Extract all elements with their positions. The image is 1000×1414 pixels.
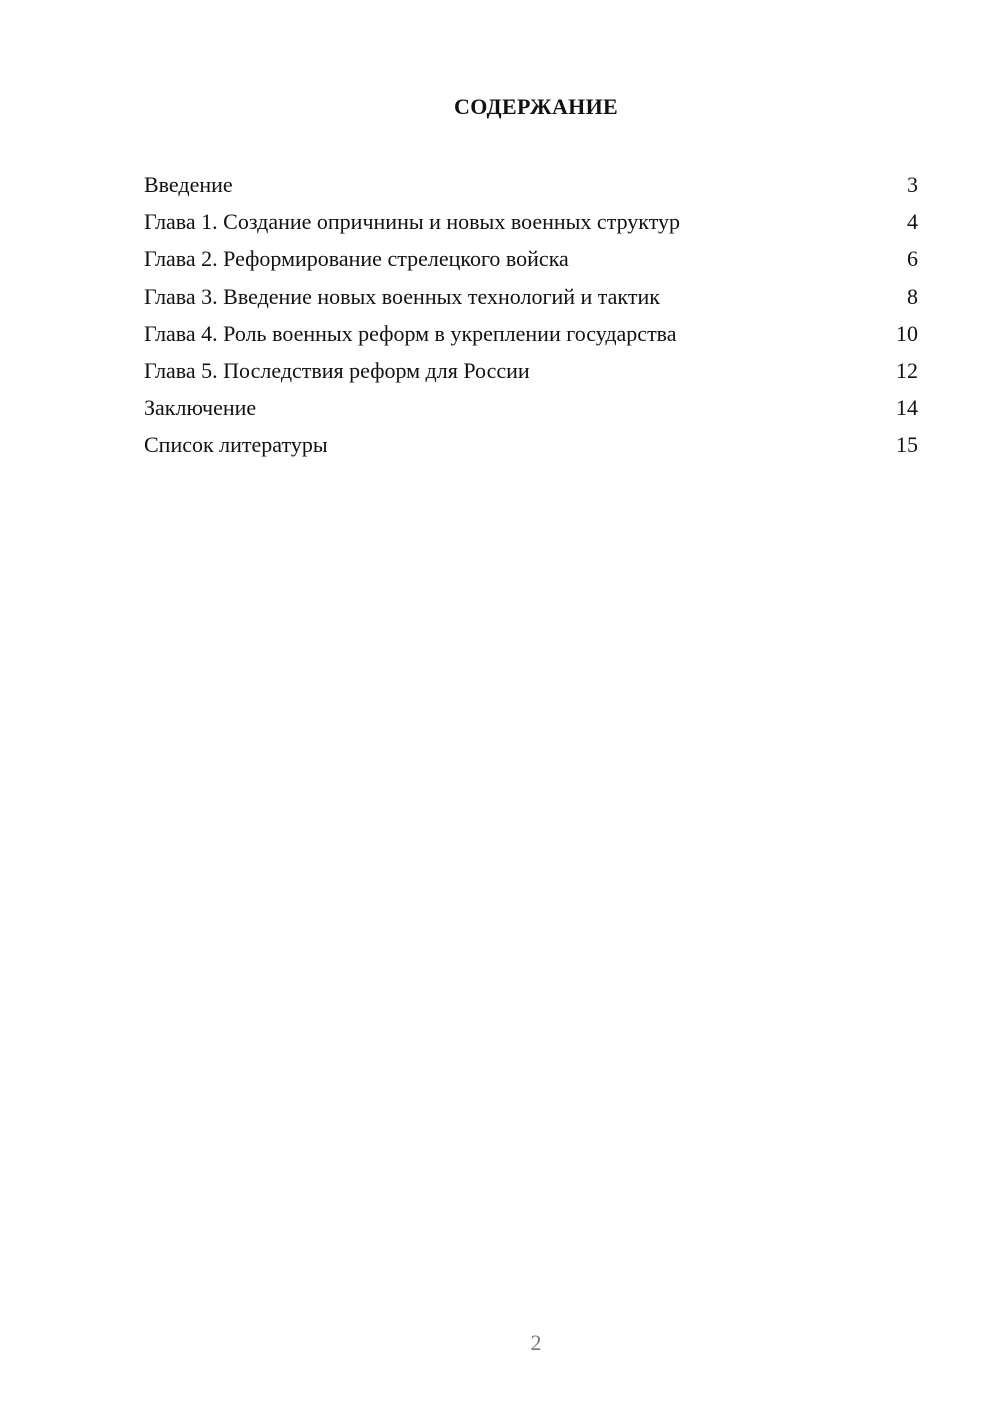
- toc-entry-page: 14: [896, 395, 918, 421]
- page-title: СОДЕРЖАНИЕ: [454, 94, 618, 119]
- toc-entry-conclusion: [144, 389, 918, 426]
- toc-entry-label: Глава 4. Роль военных реформ в укреплении государства: [144, 320, 677, 346]
- toc-entry-label: Глава 2. Реформирование стрелецкого войска: [144, 246, 569, 272]
- toc-entry-chapter-3: [144, 278, 918, 315]
- toc-entry-chapter-1: [144, 203, 918, 240]
- toc-entry-label: Глава 1. Создание опричнины и новых военных структур: [144, 209, 681, 235]
- toc-entry-page: 12: [896, 357, 918, 383]
- toc-entry-references: [144, 426, 918, 463]
- toc-entry-chapter-2: [144, 240, 918, 277]
- toc-entry-chapter-4: [144, 315, 918, 352]
- toc-entry-label: Введение: [144, 172, 233, 197]
- toc-entry-page: 10: [896, 320, 918, 346]
- toc-entry-chapter-5: [144, 352, 918, 389]
- page-number: 2: [530, 1330, 542, 1355]
- toc-entry-introduction: [144, 166, 918, 203]
- toc-entry-label: Глава 5. Последствия реформ для России: [144, 357, 530, 383]
- toc-entry-label: Список литературы: [144, 432, 328, 458]
- toc-entry-label: Глава 3. Введение новых военных технологий и тактик: [144, 283, 660, 309]
- toc-entry-page: 3: [907, 172, 918, 197]
- toc-entry-page: 6: [907, 246, 918, 272]
- toc-entry-page: 4: [907, 209, 918, 235]
- toc-entry-page: 8: [907, 283, 918, 309]
- table-of-contents: [144, 166, 918, 464]
- toc-entry-page: 15: [896, 432, 918, 458]
- toc-entry-label: Заключение: [144, 395, 257, 421]
